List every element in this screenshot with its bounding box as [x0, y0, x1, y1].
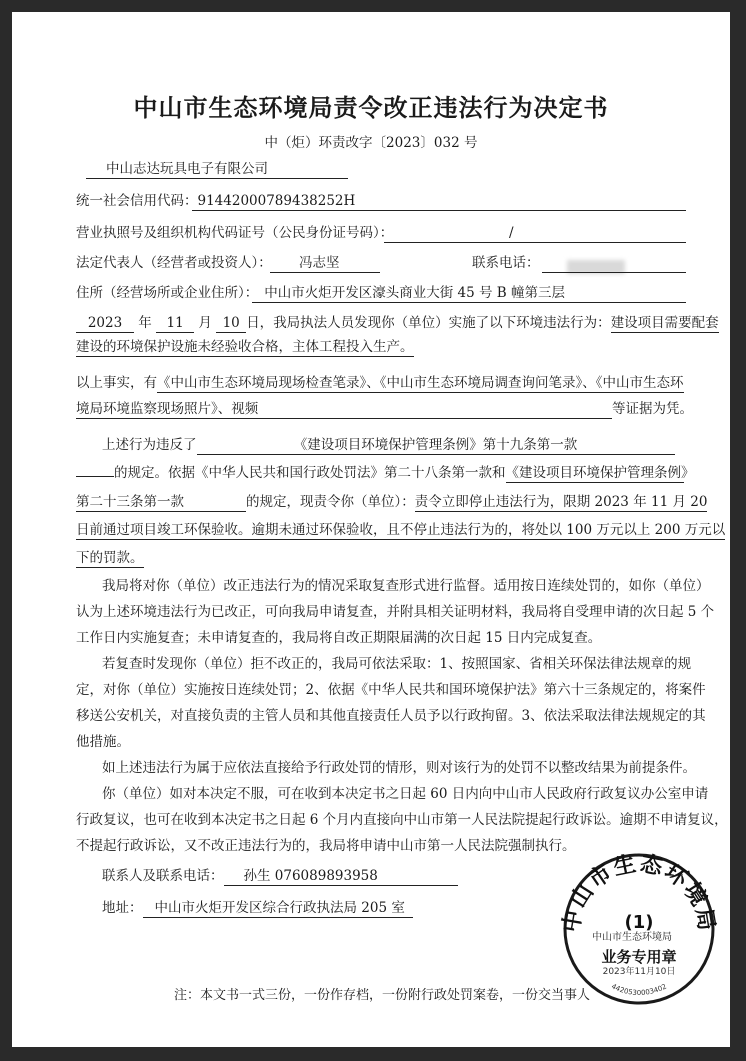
address-label: 住所（经营场所或企业住所）：	[76, 285, 259, 301]
footnote: 注：本文书一式三份，一份作存档，一份附行政处罚案卷，一份交当事人	[174, 988, 591, 1003]
refusal-paragraph-line-4: 他措施。	[76, 734, 130, 750]
official-seal	[560, 850, 718, 1008]
seal-subtext: 中山市生态环境局	[592, 932, 672, 943]
office-address-line: 地址： 中山市火炬开发区综合行政执法局 205 室	[102, 899, 413, 918]
refusal-paragraph-line-1: 若复查时发现你（单位）拒不改正的，我局可依法采取：1、按照国家、省相关环保法律法规章的规	[102, 656, 692, 672]
legal-rep-label: 法定代表人（经营者或投资人）：	[76, 255, 272, 271]
order-line-1: 第二十三条第一款 的规定，现责令你（单位）：责令立即停止违法行为，限期 2023 年 11 月 20	[76, 494, 708, 510]
address-value: 中山市火炬开发区濠头商业大街 45 号 B 幢第三层	[264, 285, 566, 301]
violated-law: 上述行为违反了 《建设项目环境保护管理条例》第十九条第一款	[102, 436, 675, 455]
review-paragraph-line-3: 工作日内实施复查；未申请复查的，我局将自改正期限届满的次日起 15 日内完成复查。	[76, 630, 602, 646]
svg-text:4420530003402	[610, 982, 668, 997]
legal-rep-name: 冯志坚	[299, 255, 340, 271]
seal-center-mark: (1)	[624, 912, 654, 933]
phone-label: 联系电话：	[472, 255, 540, 271]
document-title: 中山市生态环境局责令改正违法行为决定书	[133, 94, 609, 122]
phone-underline	[542, 272, 686, 273]
order-line-3: 下的罚款。	[76, 550, 144, 566]
seal-ring-text: 中山市生态环境局	[560, 851, 718, 935]
review-paragraph-line-2: 认为上述环境违法行为已改正，可向我局申请复查，并附具相关证明材料，我局将自受理申请的次日起 5 个	[76, 604, 715, 620]
order-line-2: 日前通过项目竣工环保验收。逾期未通过环保验收，且不停止违法行为的，将处以 100 万元以上 200 万元以	[76, 522, 726, 538]
review-paragraph-line-1: 我局将对你（单位）改正违法行为的情况采取复查形式进行监督。适用按日连续处罚的，如你（单位）	[102, 578, 710, 594]
violation-intro: 2023 年 11 月 10 日，我局执法人员发现你（单位）实施了以下环境违法行为：建设项目需要配套	[76, 314, 719, 333]
seal-serial: 4420530003402	[610, 982, 668, 997]
document-number: 中（炬）环责改字〔2023〕032 号	[264, 135, 478, 151]
contact-line: 联系人及联系电话： 孙生 076089893958	[102, 867, 458, 886]
credit-code-underline	[192, 210, 686, 211]
license-label: 营业执照号及组织机构代码证号（公民身份证号码）：	[76, 225, 394, 241]
seal-date: 2023年11月10日	[602, 967, 676, 977]
legal-rep-underline	[270, 272, 380, 273]
legal-basis: 的规定。依据《中华人民共和国行政处罚法》第二十八条第一款和《建设项目环境保护管理条例》	[76, 464, 684, 483]
appeal-paragraph-line-2: 行政复议，也可在收到本决定书之日起 6 个月内直接向中山市第一人民法院提起行政诉讼。逾期不申请复议，	[76, 812, 728, 828]
license-value: /	[509, 225, 514, 241]
license-underline	[384, 242, 686, 243]
credit-code-value: 91442000789438252H	[197, 193, 356, 209]
refusal-paragraph-line-2: 定，对你（单位）实施按日连续处罚；2、依据《中华人民共和国环境保护法》第六十三条规定的，将案件	[76, 682, 706, 698]
appeal-paragraph-line-3: 不提起行政诉讼，又不改正违法行为的，我局将申请中山市第一人民法院强制执行。	[76, 838, 576, 854]
seal-type: 业务专用章	[601, 948, 677, 966]
evidence-line-2: 境局环境监察现场照片》、视频 等证据为凭。	[76, 401, 693, 417]
appeal-paragraph-line-1: 你（单位）如对本决定不服，可在收到本决定书之日起 60 日内向中山市人民政府行政复议办公室申请	[102, 786, 709, 802]
violation-description: 建设的环境保护设施未经验收合格，主体工程投入生产。	[76, 339, 414, 355]
address-underline	[252, 302, 686, 303]
recipient-name: 中山志达玩具电子有限公司	[106, 161, 268, 177]
seal-graphic	[560, 850, 718, 1008]
penalty-condition: 如上述违法行为属于应依法直接给予行政处罚的情形，则对该行为的处罚不以整改结果为前提条件。	[102, 760, 696, 776]
credit-code-label: 统一社会信用代码：	[76, 193, 198, 209]
recipient-underline	[86, 178, 348, 179]
refusal-paragraph-line-3: 移送公安机关，对直接负责的主管人员和其他直接责任人员予以行政拘留。3、依法采取法律法规规定的其	[76, 708, 706, 724]
evidence-line-1: 以上事实，有《中山市生态环境局现场检查笔录》、《中山市生态环境局调查询问笔录》、《中山市生态环	[76, 375, 684, 391]
decision-document	[12, 12, 730, 1047]
